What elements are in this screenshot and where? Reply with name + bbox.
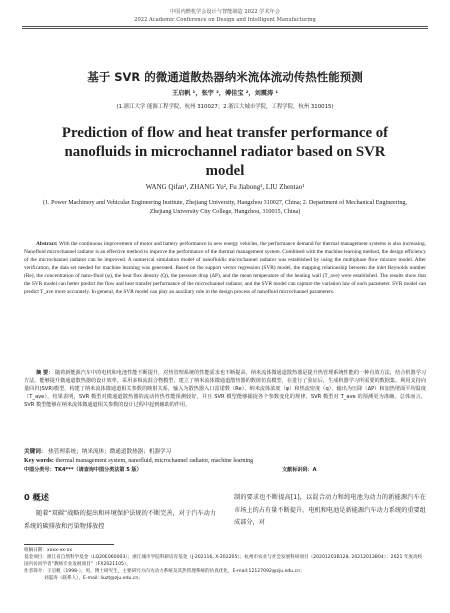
english-title-line: model — [205, 163, 245, 179]
keywords-text-zh: 热管理系统；纳米流体；微通道散热器；机器学习 — [48, 449, 172, 455]
chinese-authors: 王启帆 ¹，张宇 ²，傅佳宝 ²，刘震涛 ¹ — [171, 90, 279, 97]
header-divider-secondary — [22, 28, 428, 29]
english-title-line: Prediction of flow and heat transfer performance of — [61, 125, 389, 141]
document-code: 文献标识码：A — [282, 467, 317, 473]
footnote-received: 收稿日期：xxxx-xx-xx — [24, 548, 73, 553]
english-affiliations: (1. Power Machinery and Vehicular Engineering Institute, Zhejiang University, Hangzhou 310027, China; 2. Department of Mechanical Engineering, Zhejiang University City College, Hangzhou, 310015, China) — [43, 200, 407, 215]
english-title — [0, 124, 450, 181]
abstract-text-zh: 随着新能源汽车中的电机和电池性能不断提升，对热管理系统的性能需求也不断提高，纳米流体微通道散热器是提升热管理系统性能的一种有效方法，结合机器学习方法，能够提升微通道散热器的设计效率。采用多相流混合物模型，建立了纳米流体微通道散热器的数值仿真模型，在进行了验证后，生成机器学习所需要的数据集。利用支持向量回归(SVR)模型，构建了纳米流体微通道相关参数的映射关系，输入为散热器入口雷诺数（Re）、纳米流体浓度（φ）和热流密度（q），输出为压降（ΔP）和加热壁面平均温度（T_ave）。结果表明，SVR 模型对微通道散热器的流动传热性能预测较好，并且 SVR 模型能够捕捉各个参数变化的规律，SVR 模型对 T_ave 的预测更为准确。总体而言，SVR 模型能够在纳米流体微通道相关参数的设计过程中起到辅助的作用。 — [24, 370, 426, 409]
keywords-en — [24, 457, 426, 465]
chinese-affiliations: (1.浙江大学 能源工程学院，杭州 310027；2.浙江大城市学院，工程学院，杭州 310015) — [116, 104, 334, 110]
conference-header-en: 2022 Academic Conference on Design and Intelligent Manufacturing — [134, 17, 316, 23]
section-heading: 0 概述 — [24, 492, 49, 502]
footnote-author: 作者简介：王启帆（1998-），男，博士研究生，主要研究方向为动力系统及其热管理系统的仿真优化，E-mail:12127092@zju.edu.cn； — [24, 568, 305, 574]
footnote-fund: 基金项目：浙江省自然科学基金（LQ20E060003）；浙江城市学院科研培育基金（J-202116, X-202205）；杭州市农业与社会发展科研项目（20201203B128, 20212013B04）；2021 年度高校国内访问学者“教师专业发展项目”（FX2021105）。 — [24, 554, 423, 567]
abstract-text: With the continuous improvement of motor and battery performance in new energy vehicles, the performance demand for thermal management systems is also increasing. Nanofluid microchannel radiator is an effective method to improve the performance of the thermal management system. Combined with the machine learning method, the design efficiency of the microchannel radiator can be improved. A numerical simulation model of nanofluidic microchannel radiator was established by using the multiphase flow mixture model. After verification, the data set needed for machine learning was generated. Based on the support vector regression (SVR) model, the mapping relationship between the inlet Reynolds number (Re), the concentration of nano-fluid (φ), the heat flux density (Q), the pressure drop (ΔP), and the mean temperature of the heating wall (T_ave) were established. The results show that the SVR model can better predict the flow and heat transfer performance of the microchannel radiator, and the SVR model can capture the variation law of each parameter. SVR model can predict T_ave more accurately. In general, the SVR model can play an auxiliary role in the design process of nanofluid microchannel parameters. — [24, 241, 426, 296]
english-authors: WANG Qifan¹, ZHANG Yu², Fu Jiabong², LIU Zhentao¹ — [145, 183, 305, 191]
keywords-label-en: Key words: — [24, 458, 54, 464]
keywords-zh — [24, 448, 426, 456]
body-right-column: 制的要求也不断提高[1]，以混合动力和纯电池为动力的新能源汽车在市场上的占有量不断提升。电机和电池是新能源汽车动力系统的重要组成部分，对 — [234, 494, 426, 527]
body-left-column: 随着“双碳”战略的提出和环境保护法规的不断完善，对于汽车动力系统的碳排放和污染物排放控 — [24, 510, 216, 530]
footnotes — [24, 548, 426, 583]
abstract-label-zh: 摘 要： — [36, 370, 54, 376]
keywords-text-en: thermal management system, nanofluid, microchannel radiator, machine learning — [55, 458, 254, 464]
footnote-divider — [24, 544, 114, 545]
abstract-label: Abstract: — [36, 241, 58, 247]
chinese-abstract — [24, 369, 426, 409]
clc-number: 中图分类号：TK4***（请查询中图分类法第 5 版） — [24, 467, 142, 473]
english-title-line: nanofluids in microchannel radiator based on SVR — [64, 144, 386, 160]
conference-header-zh: 中国内燃机学会设计与智能制造 2022 学术年会 — [170, 9, 280, 15]
chinese-title: 基于 SVR 的微通道散热器纳米流体流动传热性能预测 — [87, 70, 363, 84]
english-abstract — [24, 240, 426, 296]
footnote-contact: 刘震涛（联系人），E-mail: liuzt@zju.edu.cn。 — [44, 575, 143, 581]
keywords-label-zh: 关键词： — [24, 449, 47, 455]
